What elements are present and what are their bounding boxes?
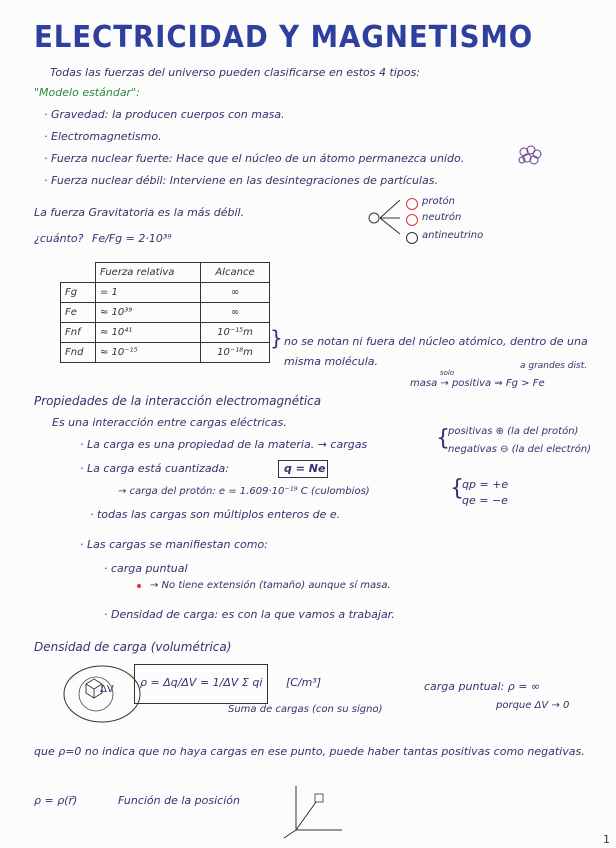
brace: { <box>436 426 450 451</box>
qp-value: qp = +e <box>462 478 509 491</box>
prop-item: · La carga es una propiedad de la materia. → cargas <box>80 438 368 451</box>
distance-note: a grandes dist. <box>520 361 588 371</box>
brace: } <box>270 326 283 350</box>
table-header-row <box>61 263 270 283</box>
es-interaccion: Es una interacción entre cargas eléctricas. <box>52 416 287 429</box>
density-units: [C/m³] <box>286 676 322 689</box>
rho-zero-note: que ρ=0 no indica que no haya cargas en ese punto, puede haber tantas positivas como negativas. <box>34 745 585 758</box>
intro-text: Todas las fuerzas del universo pueden clasificarse en estos 4 tipos: <box>50 66 421 79</box>
suma-note: Suma de cargas (con su signo) <box>228 704 383 715</box>
modelo-label: "Modelo estándar": <box>34 86 140 99</box>
cargas-negativas: negativas ⊖ (la del electrón) <box>448 444 592 455</box>
multiplos-text: · todas las cargas son múltiplos enteros de e. <box>90 508 341 521</box>
proton-icon <box>406 198 418 210</box>
brace: { <box>450 476 464 501</box>
section-title: Propiedades de la interacción electromagnética <box>34 394 322 408</box>
masa-note: masa → positiva ⇒ Fg > Fe <box>410 378 545 389</box>
table-header: Alcance <box>201 263 270 283</box>
proton-charge: → carga del protón: e = 1.609·10⁻¹⁹ C (culombios) <box>118 486 370 497</box>
fuerza-item: · Gravedad: la producen cuerpos con masa. <box>44 108 285 121</box>
neutron-icon <box>406 214 418 226</box>
porque-note: porque ΔV → 0 <box>496 700 570 711</box>
prop-item: · La carga está cuantizada: <box>80 462 229 475</box>
page-title: ELECTRICIDAD Y MAGNETISMO <box>34 20 534 55</box>
particle-label: protón <box>422 196 455 207</box>
volume-element-drawing <box>62 664 142 726</box>
table-header: Fuerza relativa <box>96 263 201 283</box>
densidad-item: · Densidad de carga: es con la que vamos a trabajar. <box>104 608 395 621</box>
cargas-positivas: positivas ⊕ (la del protón) <box>448 426 579 437</box>
table-row: Fnd ≈ 10⁻¹⁵ 10⁻¹⁸m <box>61 343 270 363</box>
density-formula: ρ = Δq/ΔV = 1/ΔV Σ qi <box>140 676 263 689</box>
antineutrino-icon <box>406 232 418 244</box>
forces-table <box>60 262 270 363</box>
delta-v-label: ΔV <box>100 684 114 695</box>
point-charge-icon <box>137 584 141 588</box>
axes-drawing <box>282 780 352 840</box>
ratio-formula: Fe/Fg = 2·10³⁹ <box>92 232 172 245</box>
particle-label: antineutrino <box>422 230 484 241</box>
q-formula: q = Ne <box>284 462 326 475</box>
page-number: 1 <box>603 833 610 846</box>
table-note: no se notan ni fuera del núcleo atómico, dentro de una misma molécula. <box>284 335 588 368</box>
rho-position: ρ = ρ(r⃗) <box>34 794 78 807</box>
manifiestan-text: · Las cargas se manifiestan como: <box>80 538 268 551</box>
particle-label: neutrón <box>422 212 462 223</box>
dens-title: Densidad de carga (volumétrica) <box>34 640 232 654</box>
puntual-desc: → No tiene extensión (tamaño) aunque sí masa. <box>150 580 391 591</box>
funcion-label: Función de la posición <box>118 794 240 807</box>
cuanto-label: ¿cuánto? <box>34 232 84 245</box>
fuerza-item: · Fuerza nuclear fuerte: Hace que el núcleo de un átomo permanezca unido. <box>44 152 465 165</box>
carga-puntual-label: · carga puntual <box>104 562 188 575</box>
table-row: Fnf ≈ 10⁴¹ 10⁻¹⁵m <box>61 323 270 343</box>
decay-arrows <box>366 192 406 238</box>
qe-value: qe = −e <box>462 494 508 507</box>
fuerza-item: · Electromagnetismo. <box>44 130 162 143</box>
table-row: Fe ≈ 10³⁹ ∞ <box>61 303 270 323</box>
solo-note: solo <box>440 369 455 377</box>
grav-text: La fuerza Gravitatoria es la más débil. <box>34 206 245 219</box>
nucleus-drawing <box>514 142 548 168</box>
fuerza-item: · Fuerza nuclear débil: Interviene en las desintegraciones de partículas. <box>44 174 438 187</box>
table-row: Fg = 1 ∞ <box>61 283 270 303</box>
puntual-rho: carga puntual: ρ = ∞ <box>424 680 541 693</box>
